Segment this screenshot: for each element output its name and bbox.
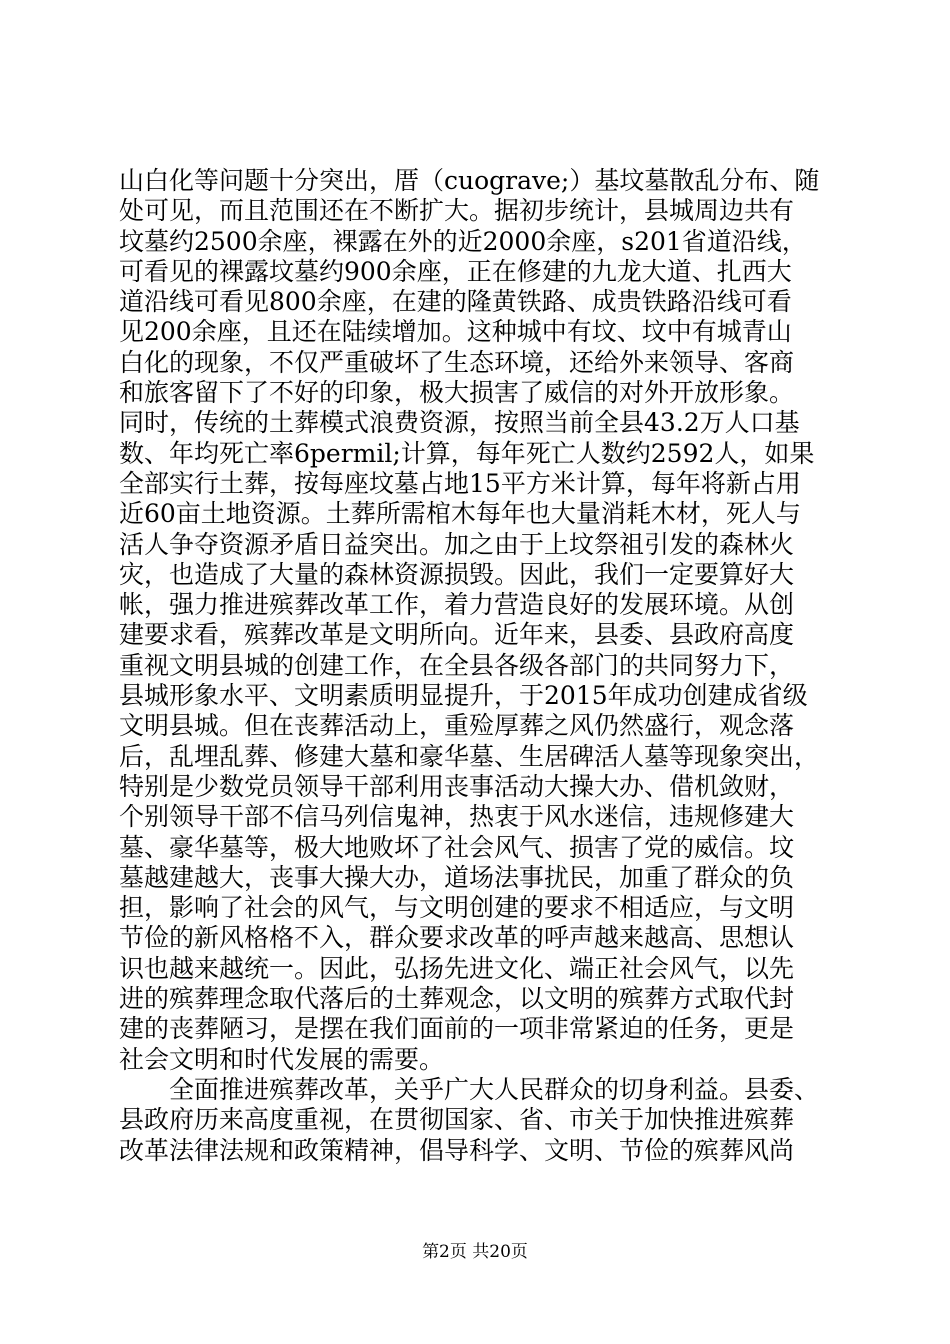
text-line: 特别是少数党员领导干部利用丧事活动大操大办、借机敛财，: [119, 771, 795, 801]
text-line: 墓、豪华墓等，极大地败坏了社会风气、损害了党的威信。坟: [119, 832, 795, 862]
body-text: [119, 166, 839, 1166]
text-line: 后，乱埋乱葬、修建大墓和豪华墓、生居碑活人墓等现象突出，: [119, 741, 820, 771]
text-line: 文明县城。但在丧葬活动上，重殓厚葬之风仍然盛行，观念落: [119, 711, 795, 741]
text-line: 近60亩土地资源。土葬所需棺木每年也大量消耗木材，死人与: [119, 499, 801, 529]
text-line: 山白化等问题十分突出，厝（cuograve;）基坟墓散乱分布、随: [119, 166, 820, 195]
text-line: 社会文明和时代发展的需要。: [119, 1044, 445, 1074]
text-line: 数、年均死亡率6permil;计算，每年死亡人数约2592人，如果: [119, 438, 815, 468]
text-line: 道沿线可看见800余座，在建的隆黄铁路、成贵铁路沿线可看: [119, 287, 792, 317]
text-line: 担，影响了社会的风气，与文明创建的要求不相适应，与文明: [119, 893, 795, 923]
page-footer: 第2页 共20页: [422, 1242, 528, 1262]
text-line: 活人争夺资源矛盾日益突出。加之由于上坟祭祖引发的森林火: [119, 529, 795, 559]
text-line: 建的丧葬陋习，是摆在我们面前的一项非常紧迫的任务，更是: [119, 1014, 795, 1044]
text-line: 灾，也造成了大量的森林资源损毁。因此，我们一定要算好大: [119, 559, 795, 589]
text-line: 重视文明县城的创建工作，在全县各级各部门的共同努力下，: [119, 650, 795, 680]
text-line: 县城形象水平、文明素质明显提升，于2015年成功创建成省级: [119, 681, 808, 711]
text-line: 进的殡葬理念取代落后的土葬观念，以文明的殡葬方式取代封: [119, 984, 795, 1014]
text-line: 识也越来越统一。因此，弘扬先进文化、端正社会风气，以先: [119, 953, 795, 983]
text-line: 可看见的裸露坟墓约900余座，正在修建的九龙大道、扎西大: [119, 256, 792, 286]
text-line: 改革法律法规和政策精神，倡导科学、文明、节俭的殡葬风尚: [119, 1135, 795, 1165]
text-line: 白化的现象，不仅严重破坏了生态环境，还给外来领导、客商: [119, 347, 795, 377]
text-line: 全面推进殡葬改革，关乎广大人民群众的切身利益。县委、: [119, 1074, 820, 1104]
text-line: 全部实行土葬，按每座坟墓占地15平方米计算，每年将新占用: [119, 468, 801, 498]
text-line: 县政府历来高度重视，在贯彻国家、省、市关于加快推进殡葬: [119, 1105, 795, 1135]
text-line: 个别领导干部不信马列信鬼神，热衷于风水迷信，违规修建大: [119, 802, 795, 832]
text-line: 建要求看，殡葬改革是文明所向。近年来，县委、县政府高度: [119, 620, 795, 650]
text-line: 帐，强力推进殡葬改革工作，着力营造良好的发展环境。从创: [119, 590, 795, 620]
text-line: 节俭的新风格格不入，群众要求改革的呼声越来越高、思想认: [119, 923, 795, 953]
text-line: 处可见，而且范围还在不断扩大。据初步统计，县城周边共有: [119, 196, 795, 226]
text-line: 坟墓约2500余座，裸露在外的近2000余座，s201省道沿线，: [119, 226, 807, 256]
text-line: 见200余座，且还在陆续增加。这种城中有坟、坟中有城青山: [119, 317, 792, 347]
text-line: 和旅客留下了不好的印象，极大损害了威信的对外开放形象。: [119, 378, 795, 408]
text-line: 同时，传统的土葬模式浪费资源，按照当前全县43.2万人口基: [119, 408, 800, 438]
text-line: 墓越建越大，丧事大操大办，道场法事扰民，加重了群众的负: [119, 862, 795, 892]
